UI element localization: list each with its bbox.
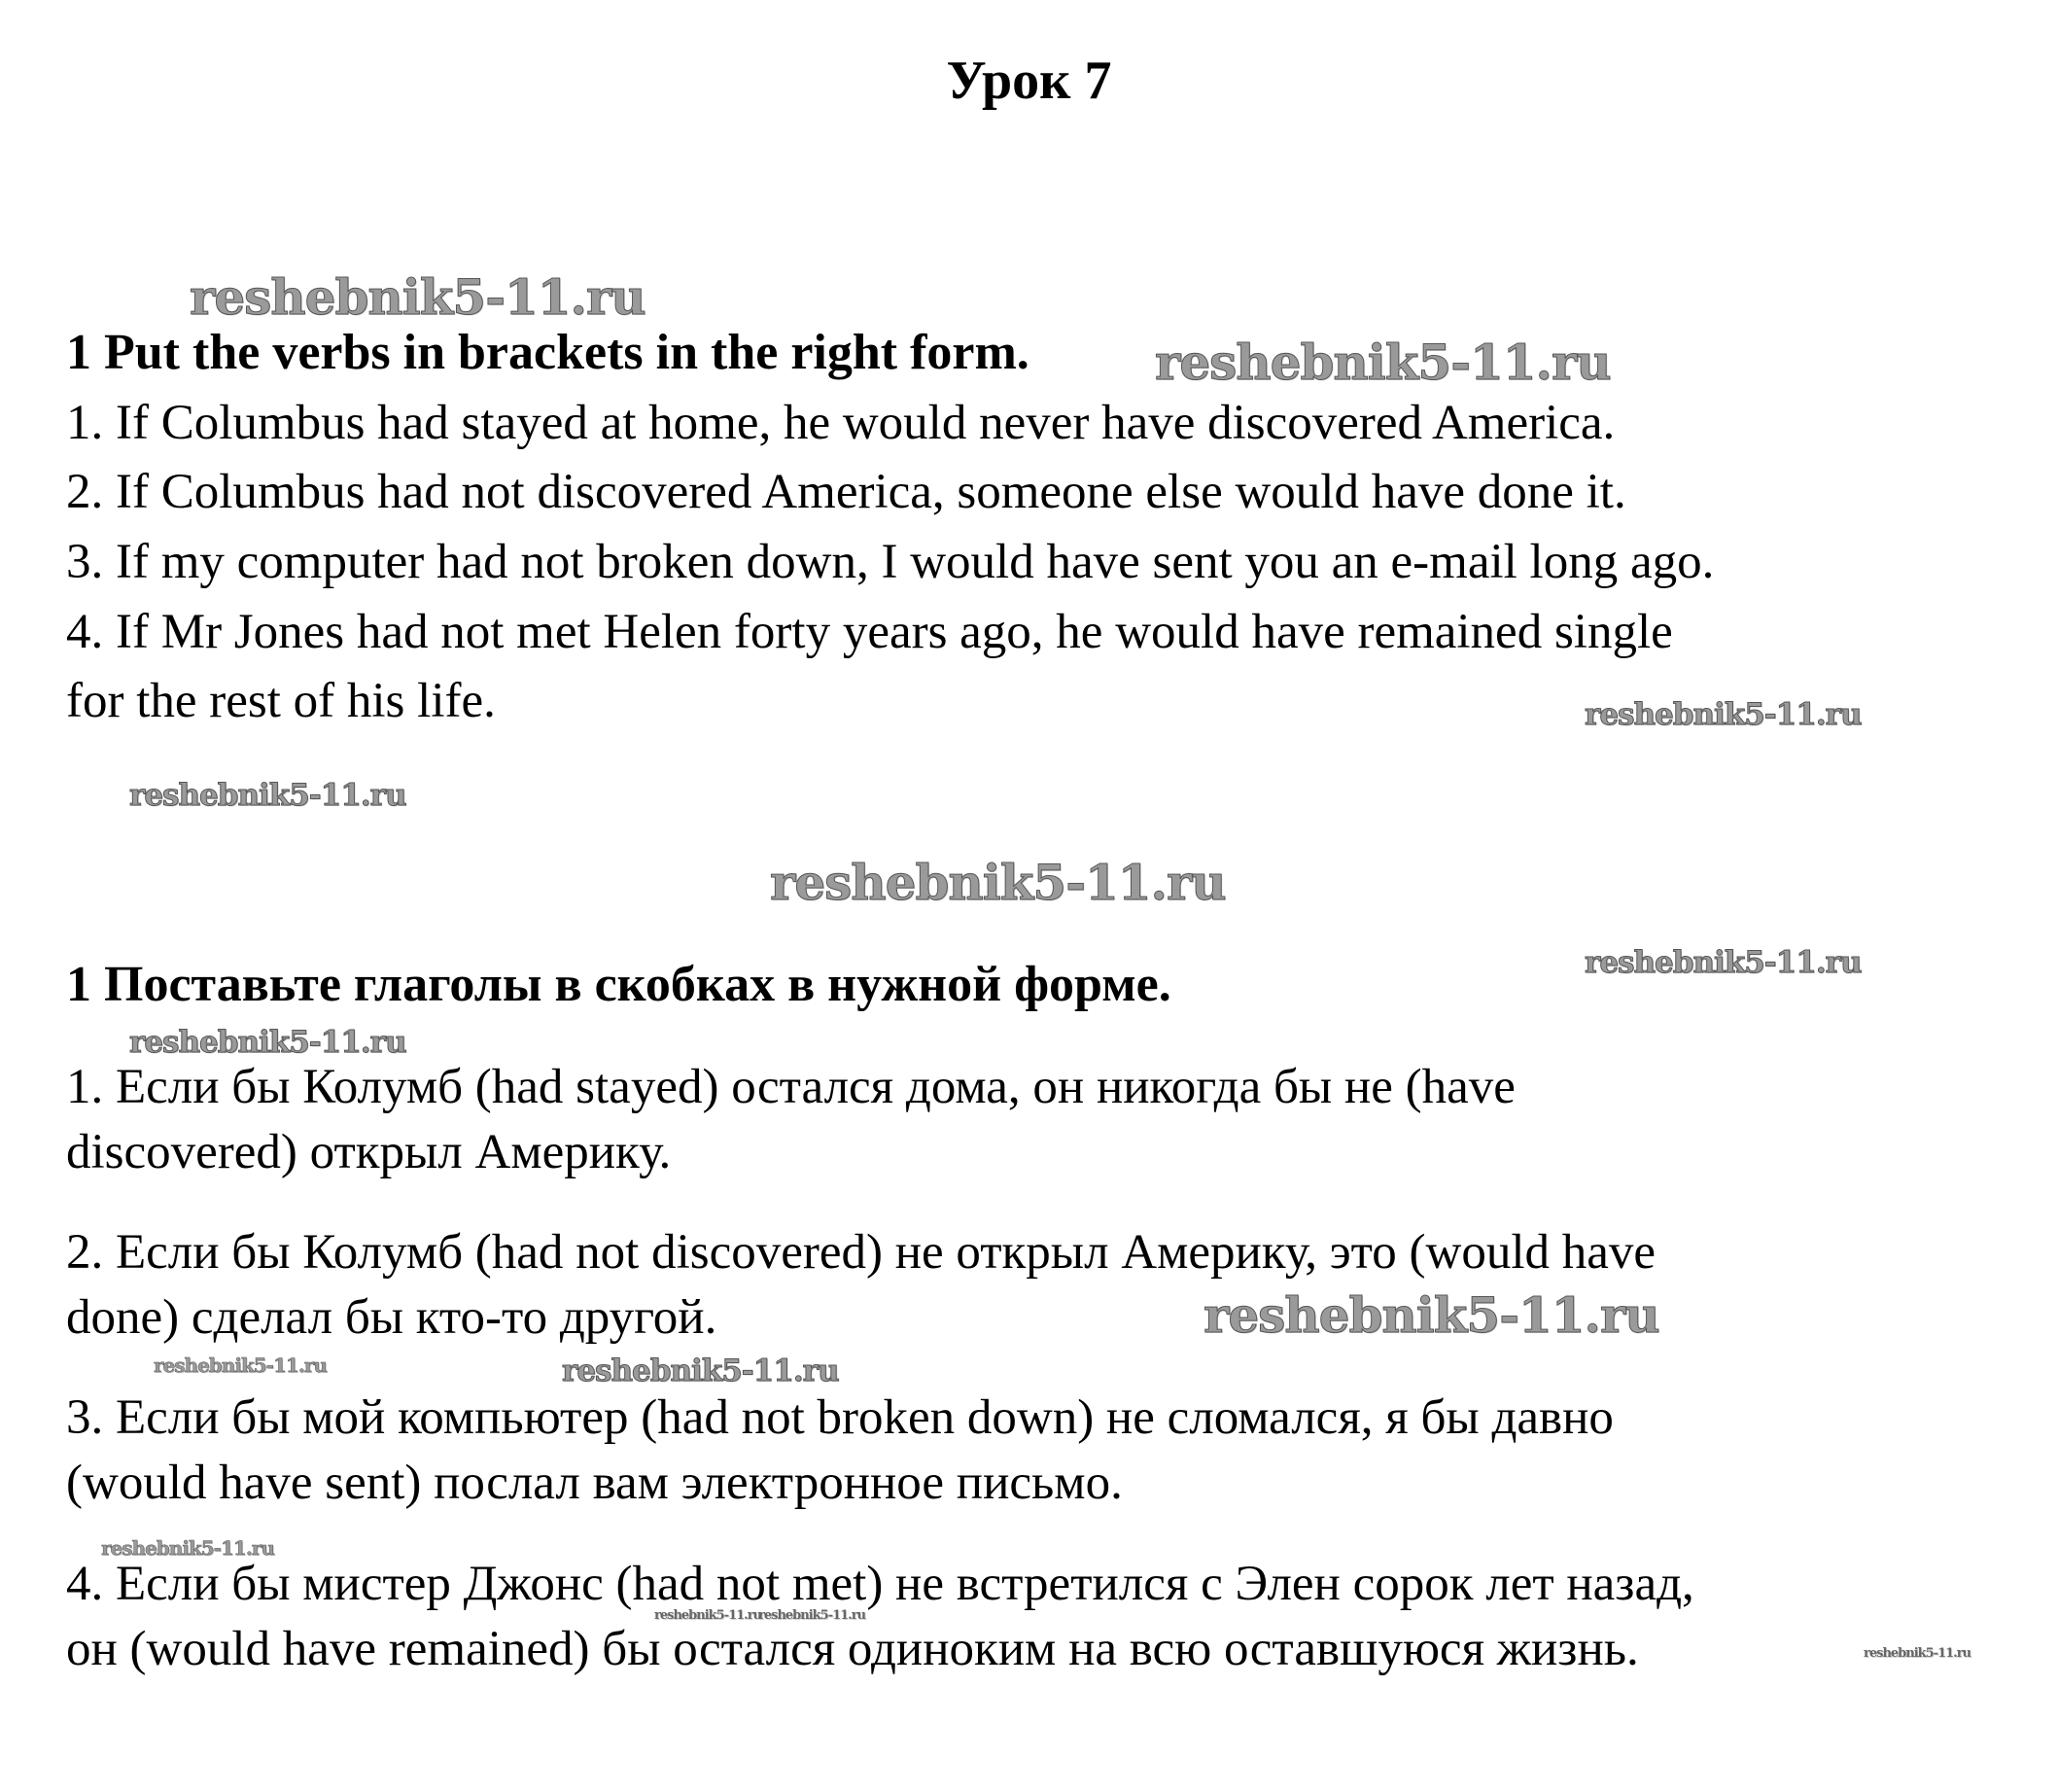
watermark: reshebnik5-11.ru [190,268,645,326]
watermark: reshebnik5-11.ru [154,1353,327,1377]
watermark: reshebnik5-11.ru [770,854,1226,911]
russian-answer-line: 3. Если бы мой компьютер (had not broken down) не сломался, я бы давно [66,1390,1614,1445]
watermark: reshebnik5-11.ru [1203,1286,1659,1344]
watermark: reshebnik5-11.ru [758,1608,866,1623]
watermark: reshebnik5-11.ru [101,1536,274,1560]
russian-answer-line: 1. Если бы Колумб (had stayed) остался дома, он никогда бы не (have [66,1060,1516,1114]
watermark: reshebnik5-11.ru [562,1353,839,1388]
watermark: reshebnik5-11.ru [654,1608,762,1623]
lesson-title: Урок 7 [946,51,1112,111]
english-answer-line: for the rest of his life. [66,674,496,728]
english-answer-line: 3. If my computer had not broken down, I would have sent you an e-mail long ago. [66,535,1715,589]
english-answer-line: 1. If Columbus had stayed at home, he would never have discovered America. [66,396,1616,450]
watermark: reshebnik5-11.ru [1864,1646,1971,1661]
russian-task-heading: 1 Поставьте глаголы в скобках в нужной форме. [66,957,1171,1012]
russian-answer-line: он (would have remained) бы остался одиноким на всю оставшуюся жизнь. [66,1622,1639,1676]
watermark: reshebnik5-11.ru [1585,945,1862,980]
russian-answer-line: done) сделал бы кто-то другой. [66,1290,717,1345]
russian-answer-line: 4. Если бы мистер Джонс (had not met) не встретился с Элен сорок лет назад, [66,1557,1694,1611]
watermark: reshebnik5-11.ru [1585,697,1862,732]
english-task-heading: 1 Put the verbs in brackets in the right form. [66,325,1029,380]
watermark: reshebnik5-11.ru [129,1025,406,1060]
russian-answer-line: 2. Если бы Колумб (had not discovered) не открыл Америку, это (would have [66,1225,1657,1280]
watermark: reshebnik5-11.ru [1155,334,1611,391]
russian-answer-line: (would have sent) послал вам электронное письмо. [66,1456,1123,1510]
english-answer-line: 2. If Columbus had not discovered America, someone else would have done it. [66,465,1626,519]
watermark: reshebnik5-11.ru [129,778,406,813]
russian-answer-line: discovered) открыл Америку. [66,1125,672,1179]
english-answer-line: 4. If Mr Jones had not met Helen forty years ago, he would have remained single [66,605,1673,659]
